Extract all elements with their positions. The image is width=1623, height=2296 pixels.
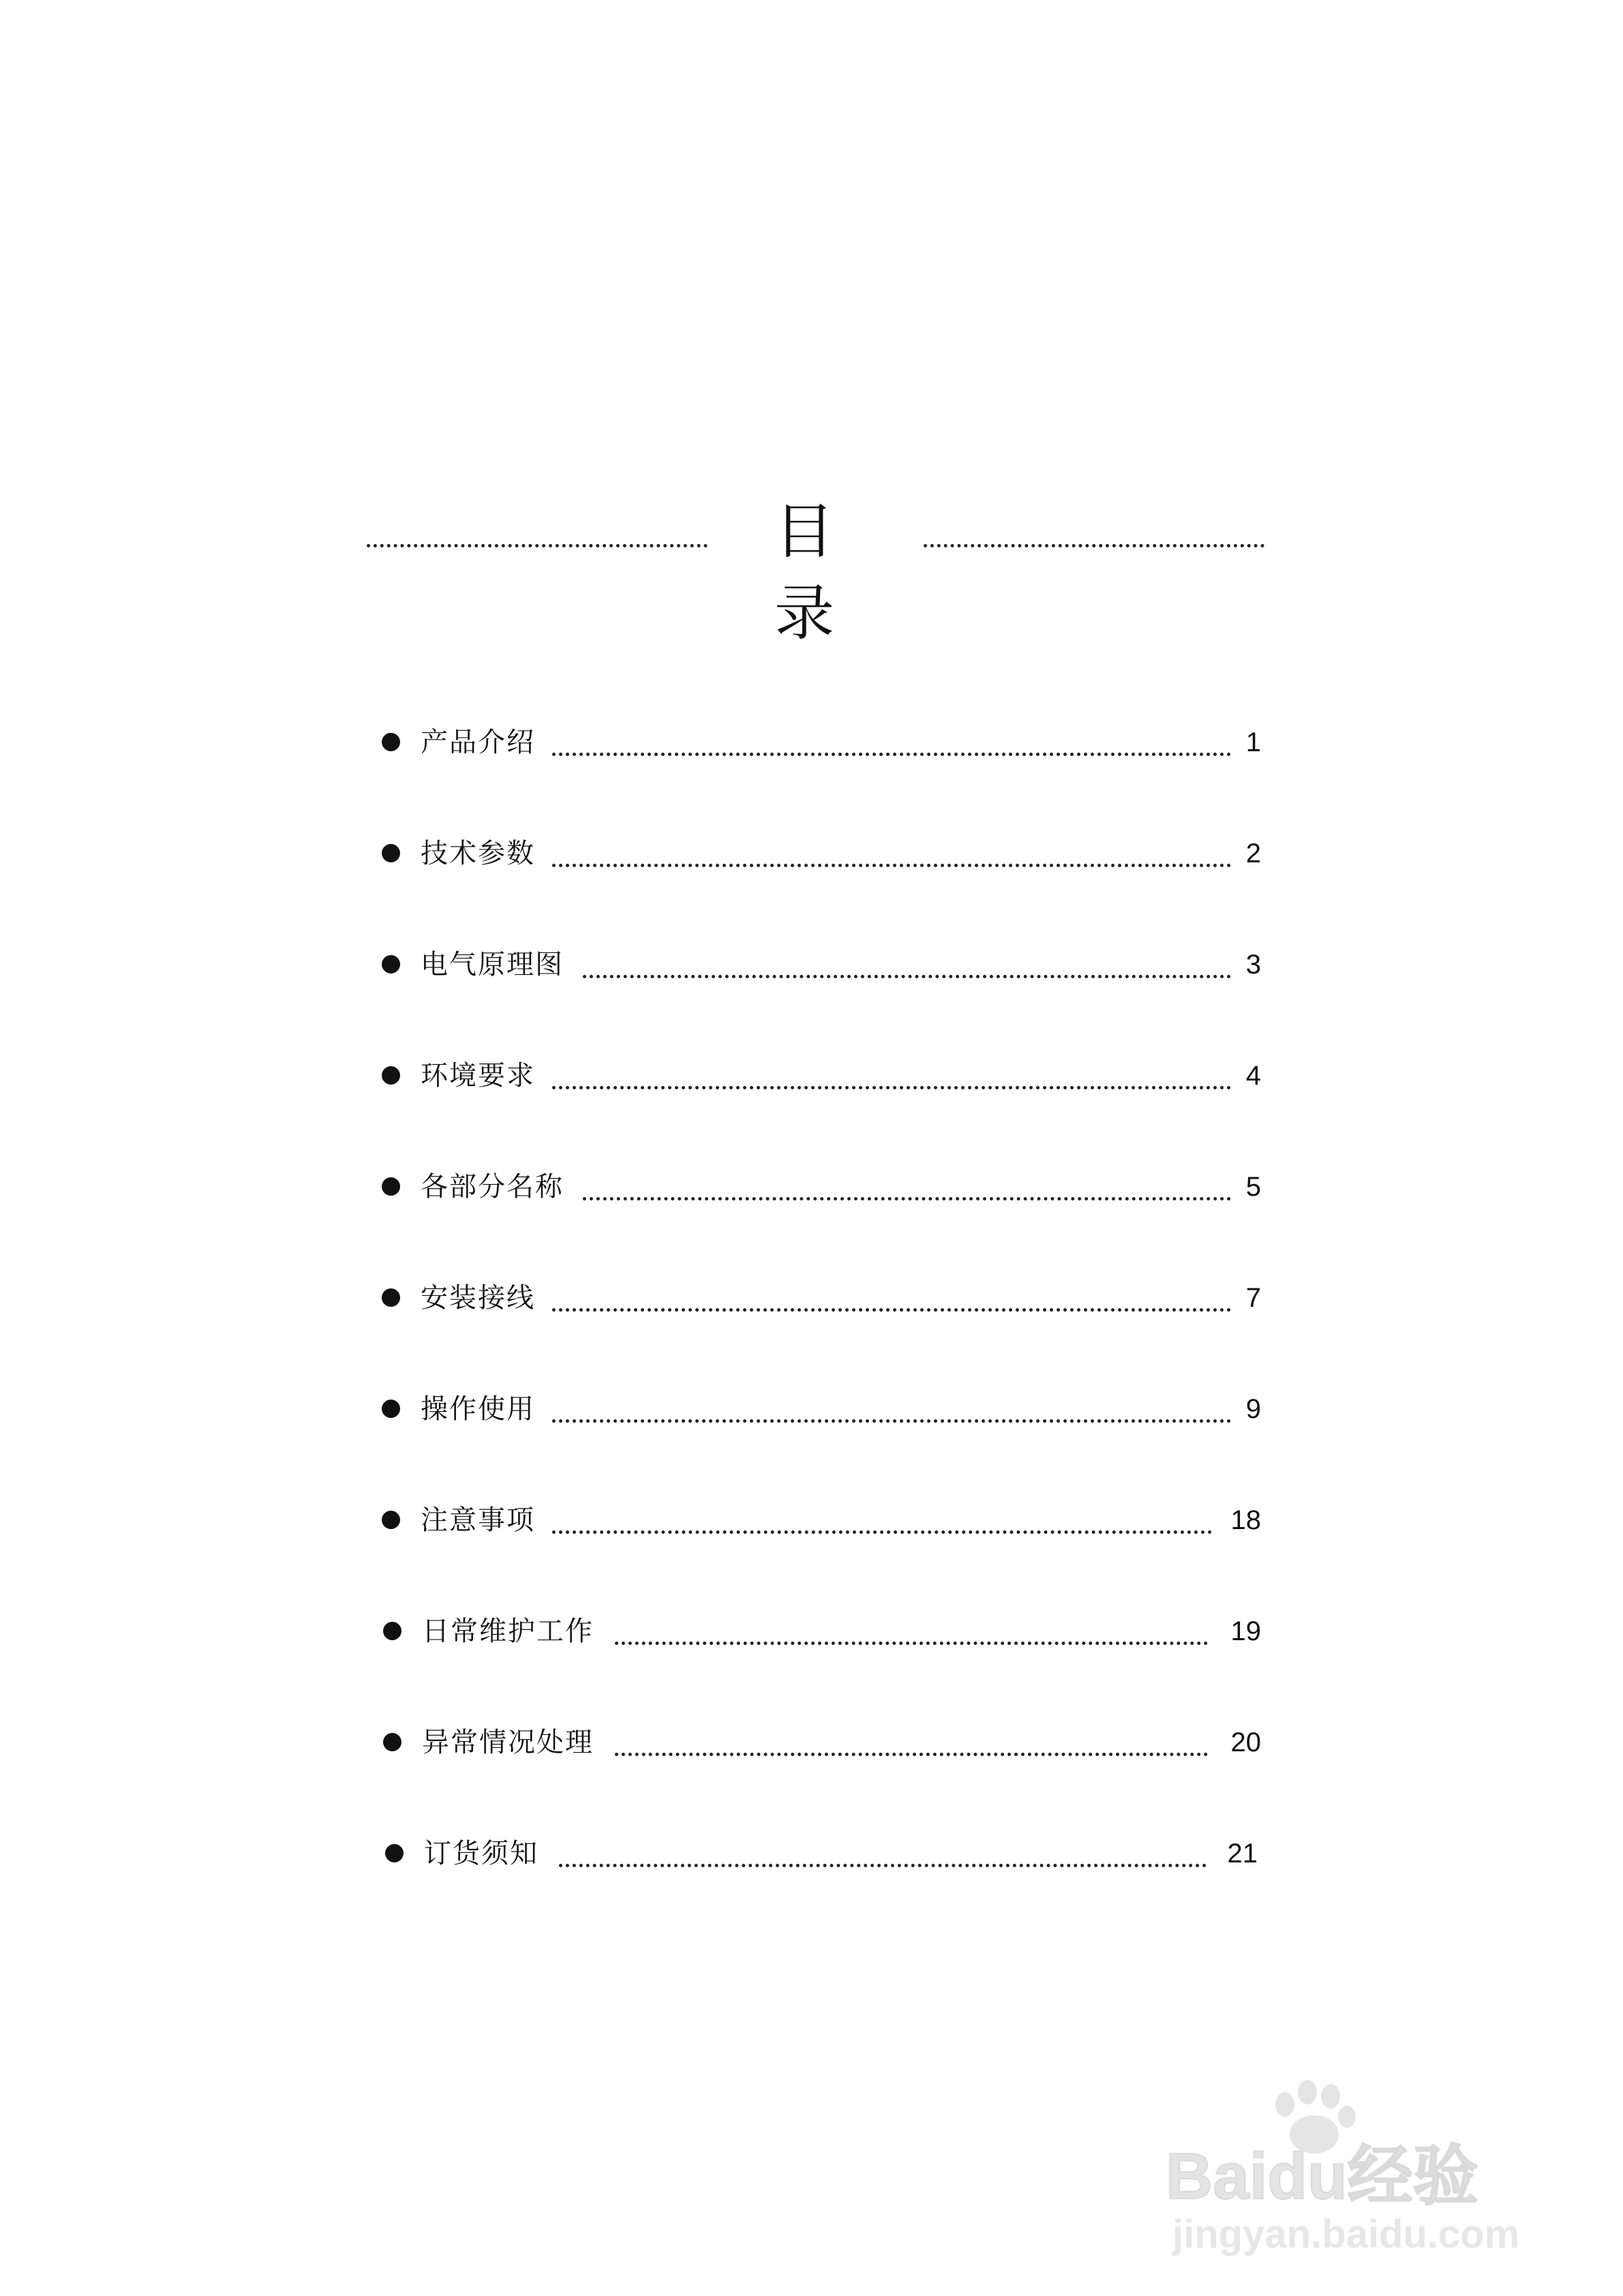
toc-page-number: 3 <box>1245 950 1261 980</box>
page-title: 目 录 <box>774 496 862 648</box>
toc-entry-operation[interactable] <box>382 1388 1261 1436</box>
toc-leader-dots <box>552 1419 1231 1423</box>
bullet-icon <box>382 1400 400 1418</box>
toc-leader-dots <box>552 1308 1231 1312</box>
toc-entry-troubleshooting[interactable] <box>383 1721 1261 1769</box>
watermark-brand: Baidu经验 <box>1166 2140 1478 2213</box>
toc-entry-part-names[interactable] <box>382 1166 1261 1213</box>
toc-label: 操作使用 <box>421 1393 535 1425</box>
toc-leader-dots <box>552 1086 1231 1089</box>
toc-entry-ordering[interactable] <box>385 1832 1258 1880</box>
bullet-icon <box>385 1844 404 1862</box>
toc-label: 环境要求 <box>421 1060 535 1091</box>
toc-leader-dots <box>552 753 1231 756</box>
toc-entry-precautions[interactable] <box>382 1499 1261 1547</box>
bullet-icon <box>382 1177 400 1196</box>
toc-leader-dots <box>552 864 1231 867</box>
toc-label: 注意事项 <box>421 1505 535 1536</box>
bullet-icon <box>382 955 400 973</box>
toc-entry-installation-wiring[interactable] <box>382 1277 1261 1325</box>
toc-label: 技术参数 <box>421 838 535 869</box>
toc-page-number: 4 <box>1245 1061 1261 1091</box>
watermark-url: jingyan.baidu.com <box>1172 2212 1520 2256</box>
toc-page-number: 20 <box>1230 1727 1261 1757</box>
bullet-icon <box>382 1511 400 1529</box>
toc-label: 订货须知 <box>424 1838 539 1869</box>
bullet-icon <box>383 1622 401 1640</box>
toc-label: 安装接线 <box>421 1282 535 1314</box>
bullet-icon <box>382 1288 400 1307</box>
toc-page-number: 18 <box>1230 1505 1261 1535</box>
toc-entry-electrical-diagram[interactable] <box>382 943 1261 991</box>
toc-page-number: 5 <box>1245 1172 1261 1202</box>
toc-leader-dots <box>559 1864 1207 1867</box>
toc-entry-daily-maintenance[interactable] <box>383 1610 1261 1658</box>
toc-page-number: 9 <box>1245 1394 1261 1424</box>
toc-leader-dots <box>615 1642 1208 1645</box>
toc-entry-environment[interactable] <box>382 1055 1261 1102</box>
bullet-icon <box>382 1066 400 1085</box>
bullet-icon <box>383 1733 401 1751</box>
toc-label: 产品介绍 <box>421 727 535 758</box>
toc-page-number: 2 <box>1245 839 1261 868</box>
toc-leader-dots <box>583 975 1231 978</box>
toc-label: 异常情况处理 <box>422 1727 594 1758</box>
bullet-icon <box>382 844 400 862</box>
toc-page-number: 21 <box>1227 1839 1258 1869</box>
toc-entry-tech-params[interactable] <box>382 832 1261 880</box>
toc-page-number: 7 <box>1245 1283 1261 1313</box>
toc-label: 电气原理图 <box>421 949 564 980</box>
toc-label: 各部分名称 <box>421 1171 564 1203</box>
bullet-icon <box>382 733 400 751</box>
toc-leader-dots <box>583 1197 1231 1200</box>
toc-leader-dots <box>615 1753 1208 1756</box>
toc-page-number: 19 <box>1230 1616 1261 1646</box>
toc-entry-product-intro[interactable] <box>382 721 1261 769</box>
toc-page-number: 1 <box>1245 727 1261 757</box>
toc-label: 日常维护工作 <box>422 1616 594 1647</box>
toc-leader-dots <box>552 1530 1212 1534</box>
baidu-jingyan-watermark <box>1159 2069 1541 2260</box>
